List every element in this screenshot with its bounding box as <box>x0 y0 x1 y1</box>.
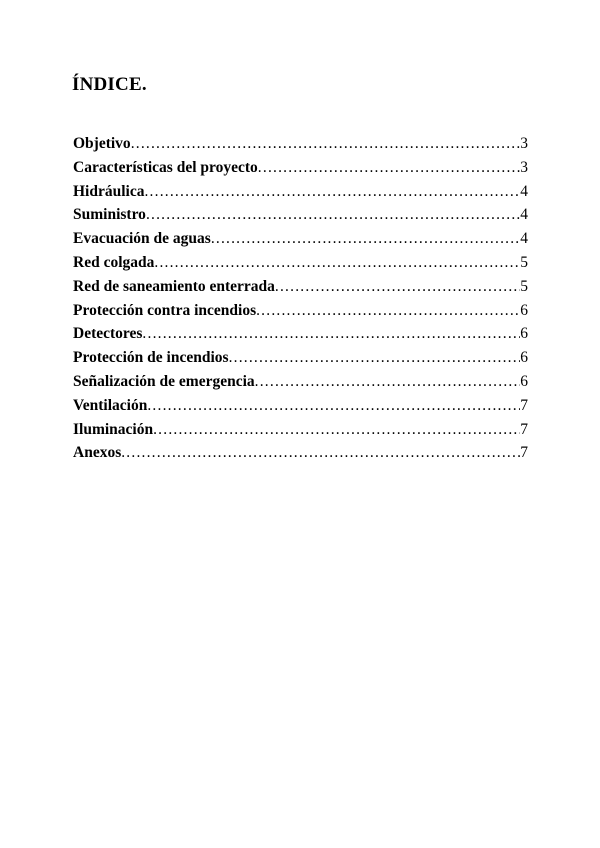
toc-entry-page-number: 4 <box>520 206 528 224</box>
toc-entry-page-number: 5 <box>520 277 528 295</box>
toc-entry-page-number: 6 <box>520 325 528 343</box>
toc-entry-label: Protección contra incendios <box>73 301 257 319</box>
toc-entry-page-number: 7 <box>520 396 528 414</box>
toc-dot-leader <box>144 183 520 201</box>
toc-dot-leader <box>154 254 520 272</box>
toc-entry-page-number: 6 <box>520 372 528 390</box>
toc-entry-detectores <box>73 325 528 349</box>
toc-dot-leader <box>211 230 520 248</box>
toc-entry-suministro <box>73 206 528 230</box>
toc-entry-label: Señalización de emergencia <box>73 372 255 390</box>
toc-dot-leader <box>275 278 520 296</box>
toc-entry-label: Características del proyecto <box>73 158 258 176</box>
toc-entry-label: Detectores <box>73 325 143 343</box>
toc-entry-label: Evacuación de aguas <box>73 230 211 248</box>
toc-entry-evacuacion <box>73 230 528 254</box>
toc-entry-page-number: 5 <box>520 253 528 271</box>
toc-entry-page-number: 3 <box>520 135 528 152</box>
toc-entry-page-number: 6 <box>520 301 528 319</box>
toc-entry-anexos <box>73 444 528 468</box>
toc-entry-label: Red colgada <box>73 253 155 271</box>
toc-entry-page-number: 3 <box>520 158 528 176</box>
toc-entry-page-number: 4 <box>520 230 528 248</box>
toc-entry-red-colgada <box>73 254 528 278</box>
toc-entry-page-number: 6 <box>520 349 528 367</box>
toc-dot-leader <box>142 325 520 343</box>
toc-entry-red-saneamiento <box>73 278 528 302</box>
toc-entry-caracteristicas <box>73 159 528 183</box>
toc-dot-leader <box>153 421 520 439</box>
toc-entry-page-number: 7 <box>520 420 528 438</box>
toc-entry-label: Red de saneamiento enterrada <box>73 277 275 295</box>
toc-entry-hidraulica <box>73 183 528 207</box>
page-title: ÍNDICE. <box>72 74 147 95</box>
toc-dot-leader <box>146 206 520 224</box>
toc-entry-proteccion-de-incendios <box>73 349 528 373</box>
toc-dot-leader <box>255 373 521 391</box>
toc-entry-label: Protección de incendios <box>73 349 229 367</box>
toc-entry-proteccion-contra-incendios <box>73 302 528 326</box>
toc-dot-leader <box>229 349 521 367</box>
toc-dot-leader <box>147 397 520 415</box>
toc-dot-leader <box>131 135 521 153</box>
toc-entry-label: Objetivo <box>73 135 131 152</box>
toc-dot-leader <box>121 444 520 462</box>
toc-entry-page-number: 4 <box>520 182 528 200</box>
toc-entry-label: Iluminación <box>73 420 154 438</box>
toc-entry-label: Hidráulica <box>73 182 145 200</box>
toc-entry-page-number: 7 <box>520 444 528 462</box>
toc-entry-senalizacion <box>73 373 528 397</box>
table-of-contents <box>73 135 528 468</box>
toc-entry-objetivo <box>73 135 528 159</box>
toc-dot-leader <box>258 159 520 177</box>
toc-entry-ventilacion <box>73 397 528 421</box>
toc-dot-leader <box>256 302 520 320</box>
toc-entry-label: Ventilación <box>73 396 148 414</box>
toc-entry-label: Anexos <box>73 444 122 462</box>
toc-entry-iluminacion <box>73 421 528 445</box>
toc-entry-label: Suministro <box>73 206 146 224</box>
